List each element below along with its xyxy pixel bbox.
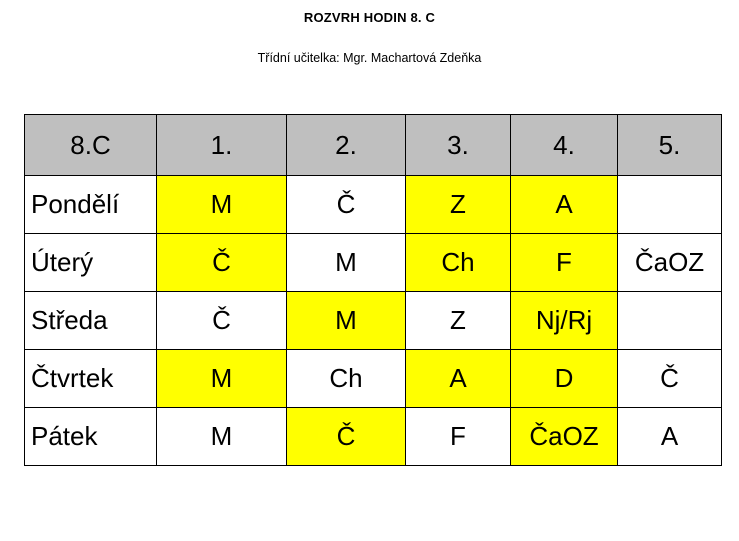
subject-cell: Č (618, 350, 722, 408)
subject-cell: M (157, 408, 287, 466)
subject-cell: M (157, 350, 287, 408)
period-header-cell: 3. (406, 115, 511, 176)
period-header-cell: 4. (511, 115, 618, 176)
period-header-cell: 1. (157, 115, 287, 176)
class-label-cell: 8.C (25, 115, 157, 176)
subject-cell: Z (406, 292, 511, 350)
period-header-cell: 5. (618, 115, 722, 176)
day-row (25, 234, 722, 292)
subject-cell (618, 292, 722, 350)
day-row (25, 292, 722, 350)
day-name-cell: Pátek (25, 408, 157, 466)
subject-cell: D (511, 350, 618, 408)
page-title: ROZVRH HODIN 8. C (303, 10, 436, 25)
subject-cell: M (287, 292, 406, 350)
subject-cell: Č (287, 176, 406, 234)
day-name-cell: Středa (25, 292, 157, 350)
day-row (25, 408, 722, 466)
subject-cell: Ch (287, 350, 406, 408)
header-row (25, 115, 722, 176)
subject-cell: F (511, 234, 618, 292)
day-row (25, 176, 722, 234)
subject-cell: Ch (406, 234, 511, 292)
subject-cell: A (406, 350, 511, 408)
subject-cell: ČaOZ (511, 408, 618, 466)
class-teacher-line: Třídní učitelka: Mgr. Machartová Zdeňka (257, 51, 482, 65)
subject-cell: ČaOZ (618, 234, 722, 292)
subject-cell: Z (406, 176, 511, 234)
subject-cell: A (618, 408, 722, 466)
subject-cell: A (511, 176, 618, 234)
subject-cell: M (157, 176, 287, 234)
day-row (25, 350, 722, 408)
subject-cell: M (287, 234, 406, 292)
subject-cell (618, 176, 722, 234)
day-name-cell: Pondělí (25, 176, 157, 234)
subject-cell: Č (157, 234, 287, 292)
day-name-cell: Úterý (25, 234, 157, 292)
timetable (24, 114, 722, 466)
day-name-cell: Čtvrtek (25, 350, 157, 408)
subject-cell: F (406, 408, 511, 466)
subject-cell: Č (157, 292, 287, 350)
subject-cell: Nj/Rj (511, 292, 618, 350)
subject-cell: Č (287, 408, 406, 466)
period-header-cell: 2. (287, 115, 406, 176)
